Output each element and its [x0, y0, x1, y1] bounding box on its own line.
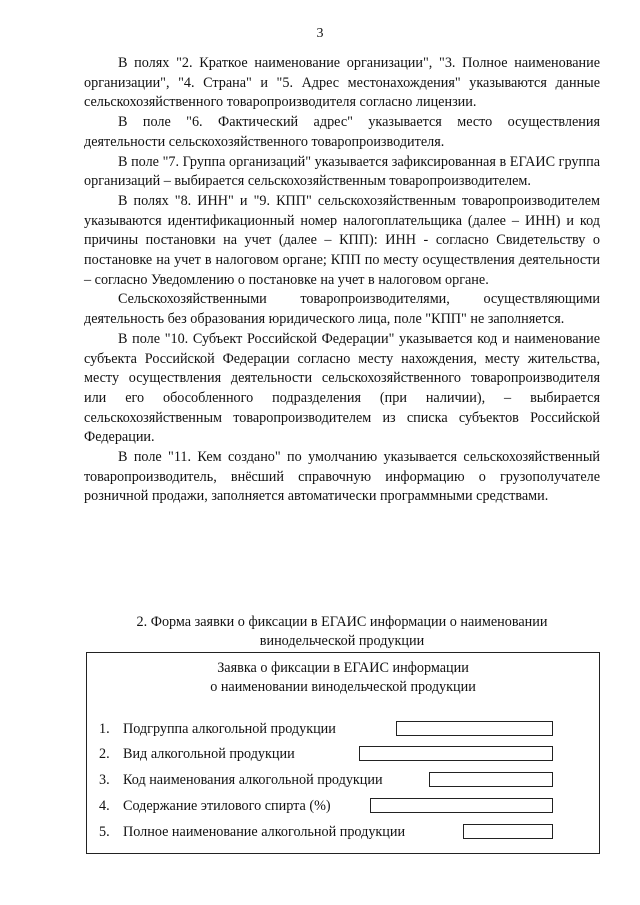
row-label: Код наименования алкогольной продукции: [123, 772, 383, 788]
subgroup-field[interactable]: [396, 721, 553, 736]
name-code-field[interactable]: [429, 772, 553, 787]
body-text: [84, 54, 600, 507]
paragraph-fields-2-5: В полях "2. Краткое наименование организации", "3. Полное наименование организации", "4. Страна" и "5. Адрес местонахождения" указываются данные сельскохозяйственного товаропроизводителя согласно лицензии.: [84, 55, 600, 111]
row-number: 3.: [99, 772, 110, 788]
row-label: Подгруппа алкогольной продукции: [123, 721, 336, 737]
page-number: 3: [316, 26, 324, 41]
paragraph-fields-8-9: В полях "8. ИНН" и "9. КПП" сельскохозяйственным товаропроизводителем указываются идентификационный номер налогоплательщика (далее – ИНН) и код причины постановки на учет (далее – КПП): ИНН - согласно Свидетельству о постановке на учет в налоговом органе; КПП по месту осуществления деятельности – согласно Уведомлению о постановке на учет в налоговом органе.: [84, 192, 600, 288]
row-label: Полное наименование алкогольной продукции: [123, 824, 406, 840]
form-row-name-code: [87, 770, 599, 790]
paragraph-kpp-note: Сельскохозяйственными товаропроизводителями, осуществляющими деятельность без образования юридического лица, поле "КПП" не заполняется.: [84, 291, 600, 328]
full-name-field[interactable]: [463, 824, 553, 839]
section-title: [84, 613, 600, 651]
paragraph-field-11: В поле "11. Кем создано" по умолчанию указывается сельскохозяйственный товаропроизводитель, внёсший справочную информацию о грузополучателе розничной продажи, заполняется автоматически программными средствами.: [84, 449, 600, 505]
form-title-line1: Заявка о фиксации в ЕГАИС информации: [217, 660, 469, 676]
row-number: 4.: [99, 798, 110, 814]
row-number: 5.: [99, 824, 110, 840]
paragraph-field-6: В поле "6. Фактический адрес" указывается место осуществления деятельности сельскохозяйственного товаропроизводителя.: [84, 114, 600, 150]
form-row-product-type: [87, 744, 599, 764]
row-number: 2.: [99, 746, 110, 762]
form-row-full-name: [87, 822, 599, 842]
row-number: 1.: [99, 721, 110, 737]
alcohol-content-field[interactable]: [370, 798, 553, 813]
row-label: Вид алкогольной продукции: [123, 746, 295, 762]
paragraph-field-7: В поле "7. Группа организаций" указывается зафиксированная в ЕГАИС группа организаций – выбирается сельскохозяйственным товаропроизводителем.: [84, 153, 600, 190]
application-form: [86, 652, 600, 854]
row-label: Содержание этилового спирта (%): [123, 798, 331, 814]
paragraph-field-10: В поле "10. Субъект Российской Федерации" указывается код и наименование субъекта Российской Федерации согласно месту нахождения, месту жительства, месту осуществления деятельности сельскохозяйственного товаропроизводителя или его обособленного подразделения (при наличии), – выбирается сельскохозяйственным товаропроизводителем из списка субъектов Российской Федерации.: [84, 330, 600, 446]
form-title-line2: о наименовании винодельческой продукции: [210, 679, 476, 695]
product-type-field[interactable]: [359, 746, 553, 761]
form-row-subgroup: [87, 719, 599, 739]
form-row-alcohol-content: [87, 796, 599, 816]
form-title: [87, 659, 599, 697]
section-title-line1: 2. Форма заявки о фиксации в ЕГАИС информации о наименовании: [136, 614, 548, 630]
section-title-line2: винодельческой продукции: [259, 633, 425, 649]
